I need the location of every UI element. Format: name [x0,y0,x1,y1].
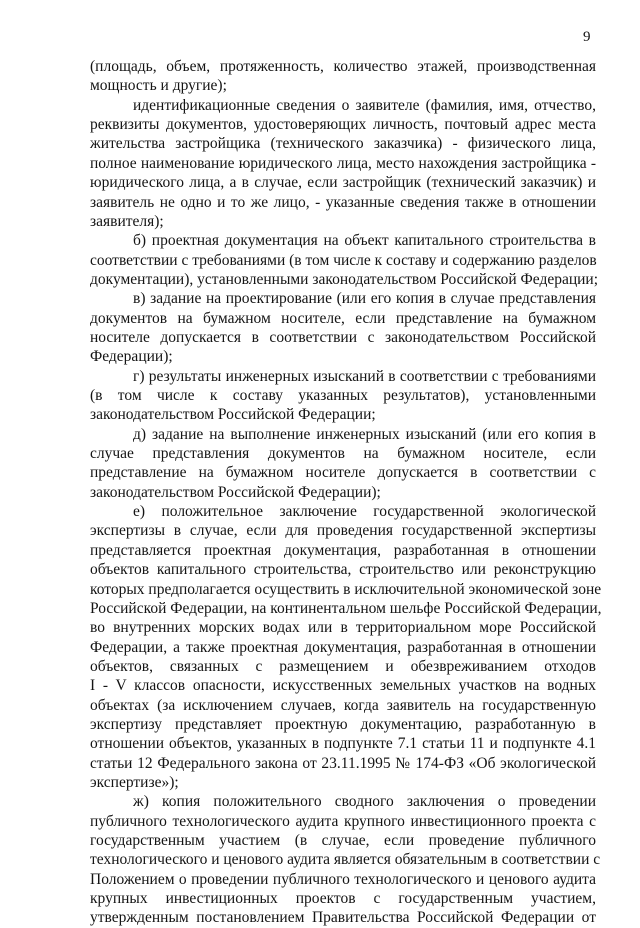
text-line: документации), установленными законодательством Российской Федерации; [90,270,599,288]
text-line: носителе допускается в соответствии с законодательством Российской [90,328,596,346]
text-line: технологического и ценового аудита является обязательным в соответствии с [90,851,601,869]
text-line: е) положительное заключение государственной экологической [133,503,596,521]
text-line: Федерации, а также проектная документация, разработанная в отношении [90,638,596,656]
text-line: утвержденным постановлением Правительства Российской Федерации от [90,909,596,927]
text-line: случае представления документов на бумажном носителе, если [90,445,596,462]
text-line: экспертизе»); [90,774,179,791]
text-line: документов на бумажном носителе, если представление на бумажном [90,309,596,327]
text-line: Федерации); [90,348,173,366]
page-number: 9 [583,29,591,45]
text-line: законодательством Российской Федерации; [90,406,376,424]
text-line: мощность и другие); [90,77,227,95]
text-line: Положением о проведении публичного технологического и ценового аудита [90,870,596,888]
text-line: заявителя); [90,212,164,230]
text-line: жительства застройщика (технического заказчика) - физического лица, [90,135,596,153]
text-line: б) проектная документация на объект капитального строительства в [133,232,596,250]
text-line: объектах (за исключением случаев, когда заявитель на государственную [90,696,596,714]
text-line: представляется проектная документация, разработанная в отношении [90,541,596,559]
text-line: в) задание на проектирование (или его копия в случае представления [133,290,596,308]
text-line: юридического лица, а в случае, если застройщик (технический заказчик) и [90,174,596,192]
text-line: во внутренних морских водах или в территориальном море Российской [90,619,596,637]
text-line: I - V классов опасности, искусственных земельных участков на водных [90,677,596,695]
text-line: объектов, связанных с размещением и обезвреживанием отходов [90,657,596,675]
text-line: заявитель не одно и то же лицо, - указанные сведения также в отношении [90,193,596,211]
text-line: реквизиты документов, удостоверяющих личность, почтовый адрес места [90,116,596,134]
text-line: отношении объектов, указанных в подпункте 7.1 статьи 11 и подпункте 4.1 [90,735,596,753]
text-line: представление на бумажном носителе допускается в соответствии с [90,464,596,482]
text-line: экспертизу представляет проектную документацию, разработанную в [90,715,596,733]
text-line: объектов капитального строительства, строительство или реконструкцию [90,561,596,579]
text-line: которых предполагается осуществить в исключительной экономической зоне [90,580,602,598]
text-line: (площадь, объем, протяженность, количество этажей, производственная [90,58,596,75]
text-line: соответствии с требованиями (в том числе к составу и содержанию разделов [90,251,597,269]
text-line: крупных инвестиционных проектов с государственным участием, [90,890,596,908]
text-line: статьи 12 Федерального закона от 23.11.1995 № 174-ФЗ «Об экологической [90,754,596,772]
text-line: (в том числе к составу указанных результатов), установленными [90,387,596,404]
text-line: идентификационные сведения о заявителе (фамилия, имя, отчество, [133,96,596,114]
text-line: Российской Федерации, на континентальном шельфе Российской Федерации, [90,599,602,617]
text-line: полное наименование юридического лица, место нахождения застройщика - [90,154,596,172]
text-line: д) задание на выполнение инженерных изысканий (или его копия в [133,425,596,443]
text-line: государственным участием (в случае, если проведение публичного [90,832,596,849]
text-line: г) результаты инженерных изысканий в соответствии с требованиями [133,367,596,385]
text-line: публичного технологического аудита крупного инвестиционного проекта с [90,812,596,830]
text-line: законодательством Российской Федерации); [90,483,381,501]
text-line: ж) копия положительного сводного заключения о проведении [133,793,596,811]
text-line: экспертизы в случае, если для проведения государственной экспертизы [90,522,596,540]
